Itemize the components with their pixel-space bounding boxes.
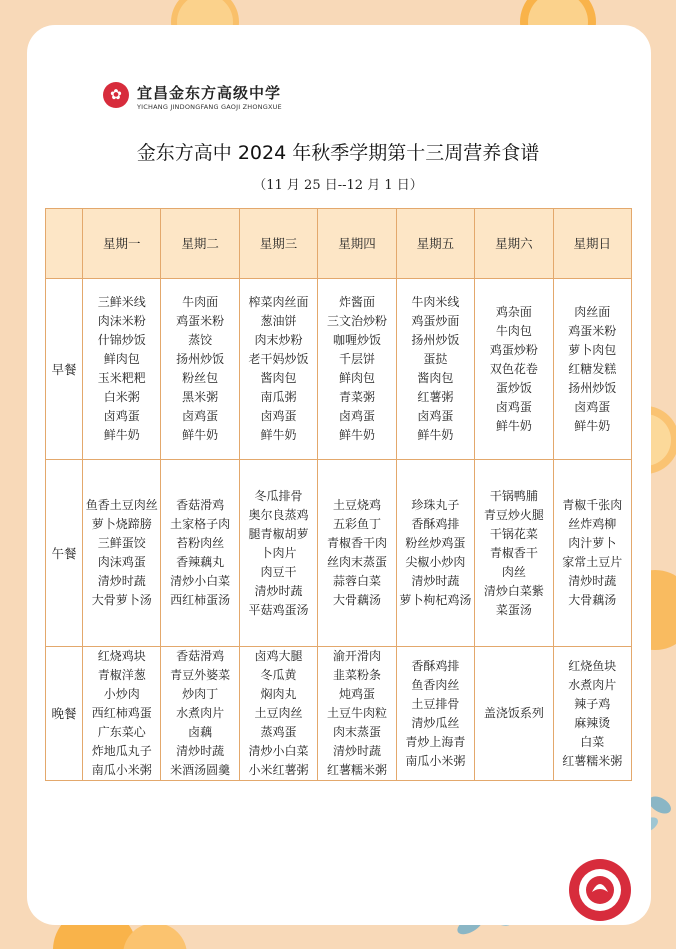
dish-item: 肉末蒸蛋 <box>332 725 381 739</box>
menu-cell <box>161 647 239 781</box>
dish-item: 萝卜枸杞鸡汤 <box>399 593 472 607</box>
dish-item: 蛋炒饭 <box>495 380 532 395</box>
dish-item: 鲜肉包 <box>338 371 375 385</box>
dish-item: 榨菜肉丝面 <box>248 295 309 309</box>
dish-item: 咖喱炒饭 <box>332 333 381 347</box>
dish-item: 青椒香干肉 <box>326 536 387 550</box>
dish-item: 红烧鸡块 <box>97 649 146 663</box>
dish-item: 三鲜米线 <box>97 295 146 309</box>
dish-item: 麻辣烫 <box>574 715 611 730</box>
dish-item: 青椒香干 <box>489 545 538 560</box>
dish-item: 南瓜小米粥 <box>405 753 466 768</box>
menu-table <box>45 208 632 781</box>
dish-item: 香菇滑鸡 <box>176 498 225 512</box>
dish-item: 菜蛋汤 <box>495 602 532 617</box>
dish-item: 南瓜粥 <box>260 390 297 404</box>
dish-item: 冬瓜排骨 <box>254 488 303 503</box>
dish-item: 香辣藕丸 <box>176 555 225 569</box>
dish-item: 鲜牛奶 <box>495 418 532 433</box>
dish-item: 红烧鱼块 <box>568 658 617 673</box>
dish-item: 清炒时蔬 <box>254 583 303 598</box>
dish-item: 卤鸡大腿 <box>254 649 303 663</box>
dish-item: 扬州炒饭 <box>568 380 617 395</box>
dish-item: 香酥鸡排 <box>411 658 460 673</box>
dish-item: 肉丝面 <box>574 304 611 319</box>
dish-item: 萝卜肉包 <box>568 342 617 357</box>
menu-cell <box>475 279 553 460</box>
dish-item: 鲜肉包 <box>103 352 140 366</box>
dish-item: 扬州炒饭 <box>176 352 225 366</box>
dish-item: 千层饼 <box>338 352 375 366</box>
dish-item: 珍珠丸子 <box>411 498 460 512</box>
dish-item: 大骨藕汤 <box>332 593 381 607</box>
dish-item: 卤鸡蛋 <box>182 409 219 423</box>
dish-item: 冬瓜黄 <box>260 668 297 682</box>
dish-item: 五彩鱼丁 <box>332 517 381 531</box>
day-header: 星期五 <box>396 209 474 279</box>
menu-cell <box>318 279 396 460</box>
menu-cell <box>553 647 631 781</box>
dish-item: 牛肉面 <box>182 295 219 309</box>
education-group-badge-icon <box>568 858 632 922</box>
dish-item: 青椒洋葱 <box>97 668 146 682</box>
dish-item: 炸酱面 <box>338 295 375 309</box>
dish-item: 香酥鸡排 <box>411 517 460 531</box>
dish-item: 肉沫鸡蛋 <box>97 555 146 569</box>
dish-item: 南瓜小米粥 <box>91 763 152 777</box>
menu-cell <box>475 460 553 647</box>
dish-item: 韭菜粉条 <box>332 668 381 682</box>
dish-item: 什锦炒饭 <box>97 333 146 347</box>
menu-cell <box>396 460 474 647</box>
dish-item: 炒肉丁 <box>182 687 219 701</box>
dish-item: 米酒汤圆羹 <box>170 763 231 777</box>
dish-item: 红薯粥 <box>417 390 454 404</box>
menu-cell <box>161 460 239 647</box>
dish-item: 大骨藕汤 <box>568 593 617 607</box>
dish-item: 丝炸鸡柳 <box>568 517 617 531</box>
dish-item: 西红柿鸡蛋 <box>91 706 152 720</box>
dish-item: 酱肉包 <box>260 371 297 385</box>
dish-item: 小炒肉 <box>103 687 140 701</box>
dish-item: 丝肉末蒸蛋 <box>326 555 387 569</box>
dish-item: 焖肉丸 <box>260 687 297 701</box>
dish-item: 腿青椒胡萝 <box>248 526 309 541</box>
dish-item: 红薯糯米粥 <box>562 753 623 768</box>
dish-item: 土豆牛肉粒 <box>326 706 387 720</box>
dish-item: 牛肉米线 <box>411 295 460 309</box>
dish-item: 扬州炒饭 <box>411 333 460 347</box>
dish-item: 卤藕 <box>188 725 213 739</box>
dish-item: 家常土豆片 <box>562 555 623 569</box>
dish-item: 蒸饺 <box>188 333 213 347</box>
dish-item: 三文治炒粉 <box>326 314 387 328</box>
school-name-en: YICHANG JINDONGFANG GAOJI ZHONGXUE <box>137 103 282 111</box>
dish-item: 鸡蛋炒面 <box>411 314 460 328</box>
dish-item: 辣子鸡 <box>574 696 611 711</box>
school-logo <box>103 82 323 122</box>
dish-item: 蛋挞 <box>423 352 448 366</box>
dish-item: 青椒千张肉 <box>562 498 623 512</box>
meal-label: 午餐 <box>46 460 83 647</box>
day-header: 星期一 <box>83 209 161 279</box>
dish-item: 苔粉肉丝 <box>176 536 225 550</box>
dish-item: 水煮肉片 <box>568 677 617 692</box>
dish-item: 萝卜烧蹄膀 <box>91 517 152 531</box>
menu-cell <box>239 279 317 460</box>
dish-item: 清炒小白菜 <box>248 744 309 758</box>
dish-item: 鲜牛奶 <box>260 428 297 442</box>
dish-item: 土豆肉丝 <box>254 706 303 720</box>
day-header: 星期日 <box>553 209 631 279</box>
meal-row-breakfast <box>46 279 632 460</box>
dish-item: 清炒小白菜 <box>170 574 231 588</box>
dish-item: 鸡蛋米粉 <box>176 314 225 328</box>
menu-cell <box>83 647 161 781</box>
dish-item: 卤鸡蛋 <box>103 409 140 423</box>
dish-item: 卤鸡蛋 <box>417 409 454 423</box>
dish-item: 葱油饼 <box>260 314 297 328</box>
dish-item: 鸡杂面 <box>495 304 532 319</box>
dish-item: 炖鸡蛋 <box>338 687 375 701</box>
dish-item: 酱肉包 <box>417 371 454 385</box>
day-header: 星期三 <box>239 209 317 279</box>
school-logo-icon: ✿ <box>103 82 129 108</box>
dish-item: 鲜牛奶 <box>417 428 454 442</box>
dish-item: 蒸鸡蛋 <box>260 725 297 739</box>
corner-cell <box>46 209 83 279</box>
dish-item: 青炒上海青 <box>405 734 466 749</box>
dish-item: 鲜牛奶 <box>182 428 219 442</box>
menu-cell <box>161 279 239 460</box>
dish-item: 双色花卷 <box>489 361 538 376</box>
dish-item: 卜肉片 <box>260 545 297 560</box>
dish-item: 玉米粑粑 <box>97 371 146 385</box>
dish-item: 青豆外婆菜 <box>170 668 231 682</box>
dish-item: 卤鸡蛋 <box>260 409 297 423</box>
menu-cell <box>83 460 161 647</box>
dish-item: 黑米粥 <box>182 390 219 404</box>
meal-row-dinner <box>46 647 632 781</box>
dish-item: 肉丝 <box>501 564 526 579</box>
dish-item: 粉丝炒鸡蛋 <box>405 536 466 550</box>
dish-item: 大骨萝卜汤 <box>91 593 152 607</box>
day-header: 星期四 <box>318 209 396 279</box>
dish-item: 清炒时蔬 <box>176 744 225 758</box>
dish-item: 红糖发糕 <box>568 361 617 376</box>
dish-item: 卤鸡蛋 <box>338 409 375 423</box>
dish-item: 清炒白菜紫 <box>483 583 544 598</box>
dish-item: 鸡蛋米粉 <box>568 323 617 338</box>
dish-item: 干锅花菜 <box>489 526 538 541</box>
dish-item: 鲜牛奶 <box>338 428 375 442</box>
dish-item: 鸡蛋炒粉 <box>489 342 538 357</box>
menu-cell <box>83 279 161 460</box>
dish-item: 干锅鸭脯 <box>489 488 538 503</box>
dish-item: 清炒时蔬 <box>332 744 381 758</box>
dish-item: 土家格子肉 <box>170 517 231 531</box>
meal-label: 晚餐 <box>46 647 83 781</box>
dish-item: 鱼香土豆肉丝 <box>85 498 158 512</box>
dish-item: 土豆烧鸡 <box>332 498 381 512</box>
dish-item: 盖浇饭系列 <box>483 706 544 720</box>
school-name-cn: 宜昌金东方高级中学 <box>137 84 282 102</box>
menu-cell <box>553 460 631 647</box>
dish-item: 卤鸡蛋 <box>574 399 611 414</box>
dish-item: 红薯糯米粥 <box>326 763 387 777</box>
menu-cell <box>318 647 396 781</box>
dish-item: 肉末炒粉 <box>254 333 303 347</box>
dish-item: 鲜牛奶 <box>574 418 611 433</box>
dish-item: 牛肉包 <box>495 323 532 338</box>
dish-item: 清炒时蔬 <box>568 574 617 588</box>
dish-item: 青菜粥 <box>338 390 375 404</box>
dish-item: 广东菜心 <box>97 725 146 739</box>
dish-item: 白米粥 <box>103 390 140 404</box>
menu-cell <box>396 279 474 460</box>
dish-item: 卤鸡蛋 <box>495 399 532 414</box>
dish-item: 炸地瓜丸子 <box>91 744 152 758</box>
dish-item: 粉丝包 <box>182 371 219 385</box>
menu-cell <box>553 279 631 460</box>
page-title: 金东方高中 2024 年秋季学期第十三周营养食谱 <box>136 142 540 164</box>
dish-item: 清炒时蔬 <box>97 574 146 588</box>
dish-item: 奥尔良蒸鸡 <box>248 507 309 522</box>
dish-item: 清炒瓜丝 <box>411 715 460 730</box>
day-header: 星期二 <box>161 209 239 279</box>
header-row <box>46 209 632 279</box>
meal-row-lunch <box>46 460 632 647</box>
dish-item: 水煮肉片 <box>176 706 225 720</box>
dish-item: 尖椒小炒肉 <box>405 555 466 569</box>
dish-item: 香菇滑鸡 <box>176 649 225 663</box>
dish-item: 鲜牛奶 <box>103 428 140 442</box>
dish-item: 清炒时蔬 <box>411 574 460 588</box>
menu-cell <box>239 460 317 647</box>
menu-cell <box>318 460 396 647</box>
dish-item: 西红柿蛋汤 <box>170 593 231 607</box>
dish-item: 白菜 <box>580 734 605 749</box>
dish-item: 鱼香肉丝 <box>411 677 460 692</box>
dish-item: 肉汁萝卜 <box>568 536 617 550</box>
dish-item: 肉豆干 <box>260 564 297 579</box>
meal-label: 早餐 <box>46 279 83 460</box>
dish-item: 三鲜蛋饺 <box>97 536 146 550</box>
dish-item: 老干妈炒饭 <box>248 352 309 366</box>
date-range: （11 月 25 日--12 月 1 日） <box>253 178 423 193</box>
menu-cell <box>475 647 553 781</box>
dish-item: 小米红薯粥 <box>248 763 309 777</box>
dish-item: 渝开滑肉 <box>332 649 381 663</box>
dish-item: 青豆炒火腿 <box>483 507 544 522</box>
day-header: 星期六 <box>475 209 553 279</box>
dish-item: 平菇鸡蛋汤 <box>248 602 309 617</box>
menu-cell <box>239 647 317 781</box>
menu-cell <box>396 647 474 781</box>
dish-item: 肉沫米粉 <box>97 314 146 328</box>
dish-item: 土豆排骨 <box>411 696 460 711</box>
dish-item: 蒜蓉白菜 <box>332 574 381 588</box>
